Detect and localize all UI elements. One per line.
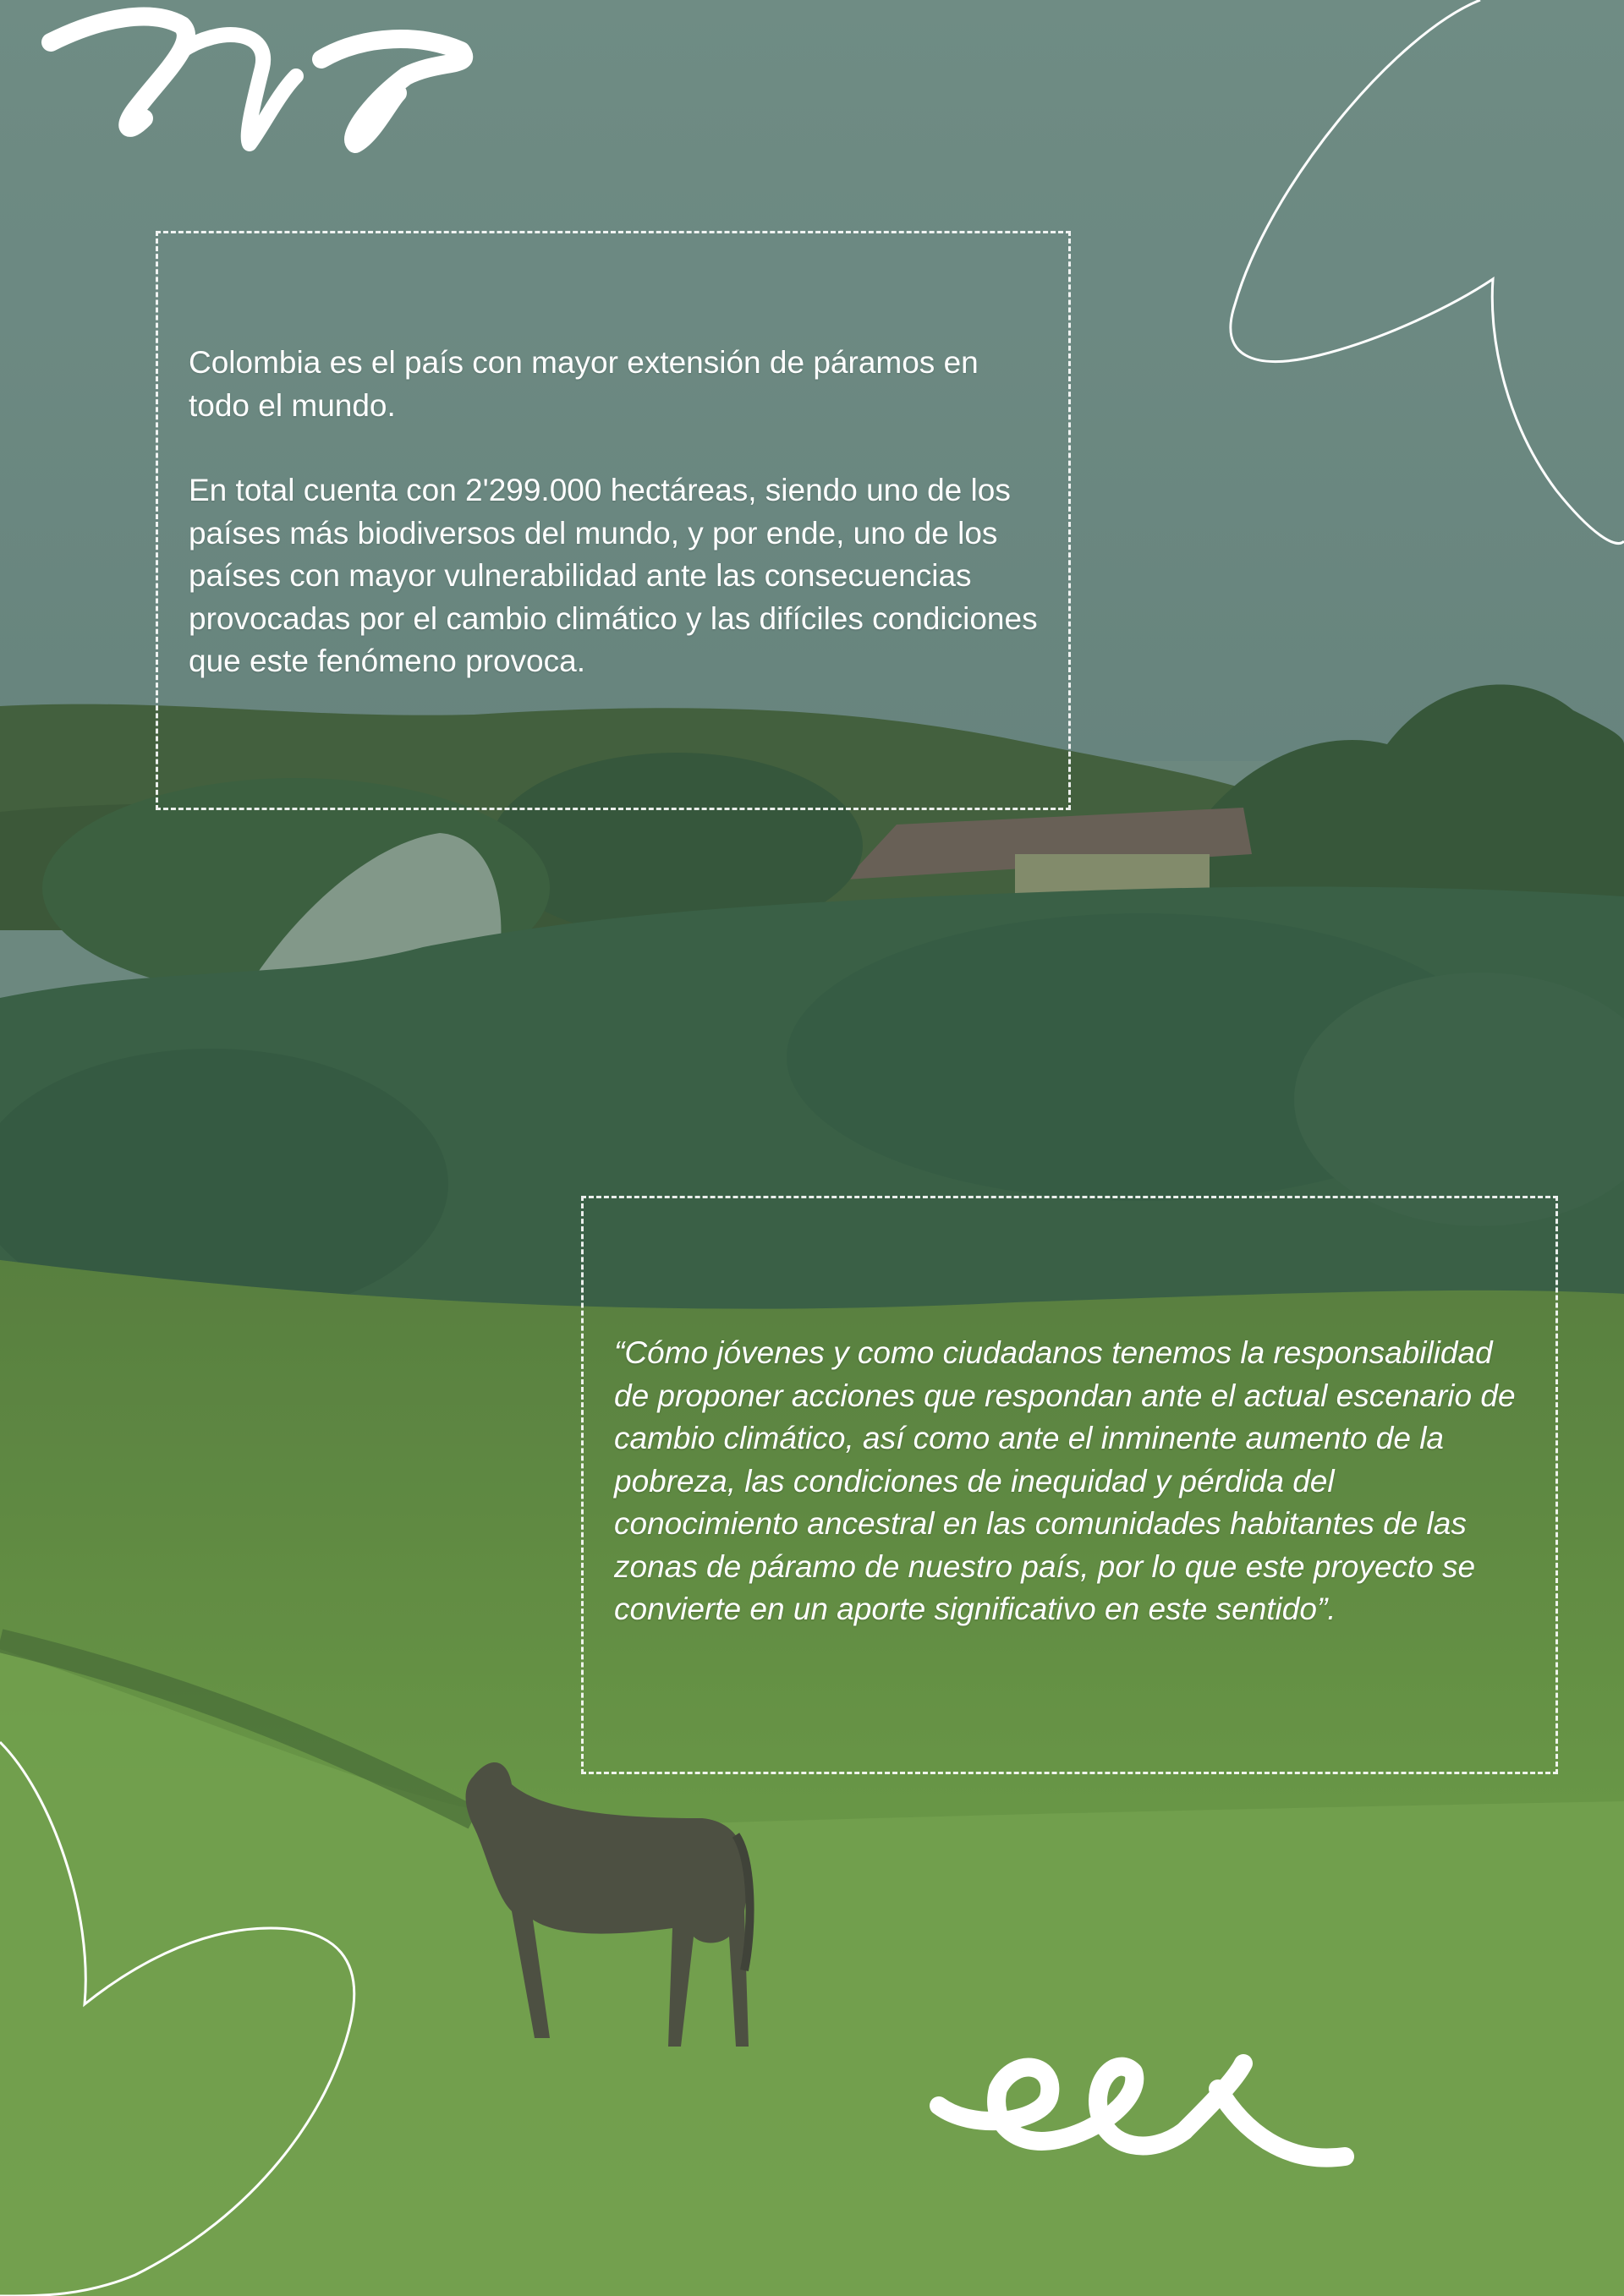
intro-text-box <box>156 231 1071 810</box>
intro-paragraph-1: Colombia es el país con mayor extensión de páramos en todo el mundo. <box>189 345 979 423</box>
intro-paragraph-2: En total cuenta con 2'299.000 hectáreas, siendo uno de los países más biodiversos del mundo, y por ende, uno de los países con mayor vulnerabilidad ante las consecuencias provocadas por el cambio climático y las difíciles condiciones que este fenómeno provoca. <box>189 473 1038 678</box>
quote-text-box <box>581 1196 1558 1774</box>
quote-text: “Cómo jóvenes y como ciudadanos tenemos la responsabilidad de proponer acciones que respondan ante el actual escenario de cambio climático, así como ante el inminente aumento de la pobreza, las condiciones de inequidad y pérdida del conocimiento ancestral en las comunidades habitantes de las zonas de páramo de nuestro país, por lo que este proyecto se convierte en un aporte significativo en este sentido”. <box>614 1335 1516 1626</box>
